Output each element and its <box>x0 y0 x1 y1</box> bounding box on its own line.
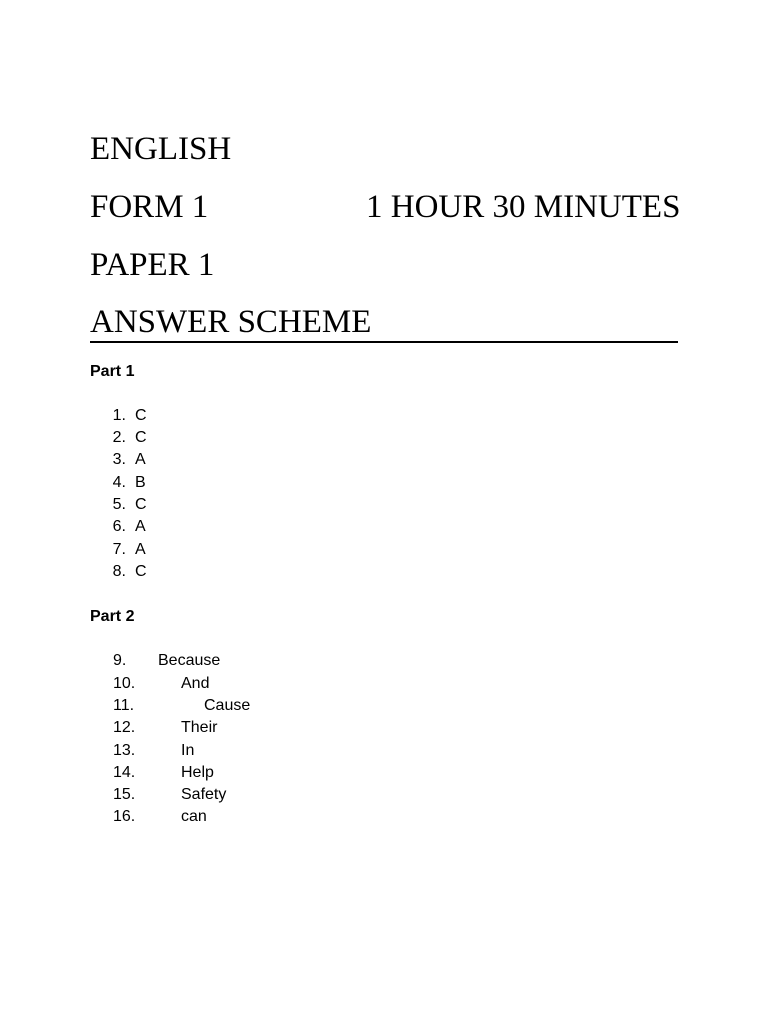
item-number: 16. <box>113 808 136 825</box>
item-number: 15. <box>113 786 136 803</box>
item-answer: And <box>181 675 210 692</box>
item-answer: can <box>181 808 207 825</box>
item-number: 3. <box>112 451 126 468</box>
item-number: 13. <box>113 742 136 759</box>
item-number: 1. <box>112 407 126 424</box>
item-answer: In <box>181 742 195 759</box>
item-answer: B <box>135 474 146 491</box>
part2-heading: Part 2 <box>90 608 135 625</box>
item-number: 6. <box>112 518 126 535</box>
item-answer: Help <box>181 764 214 781</box>
item-number: 9. <box>113 652 127 669</box>
item-answer: C <box>135 496 147 513</box>
item-number: 11. <box>113 697 135 714</box>
item-answer: A <box>135 451 146 468</box>
item-number: 12. <box>113 719 136 736</box>
item-answer: Because <box>158 652 221 669</box>
item-number: 14. <box>113 764 136 781</box>
part1-heading: Part 1 <box>90 363 135 380</box>
item-number: 8. <box>112 563 126 580</box>
item-number: 10. <box>113 675 136 692</box>
duration-heading: 1 HOUR 30 MINUTES <box>366 189 681 225</box>
item-answer: A <box>135 518 146 535</box>
answer-scheme-title: ANSWER SCHEME <box>90 304 372 340</box>
item-number: 5. <box>112 496 126 513</box>
item-answer: Their <box>181 719 218 736</box>
item-answer: C <box>135 429 147 446</box>
item-number: 7. <box>112 541 126 558</box>
subject-heading: ENGLISH <box>90 131 232 167</box>
item-number: 2. <box>112 429 126 446</box>
item-number: 4. <box>112 474 126 491</box>
item-answer: Cause <box>204 697 251 714</box>
item-answer: C <box>135 407 147 424</box>
item-answer: A <box>135 541 146 558</box>
form-heading: FORM 1 <box>90 189 209 225</box>
item-answer: Safety <box>181 786 227 803</box>
title-underline <box>90 341 678 343</box>
item-answer: C <box>135 563 147 580</box>
paper-heading: PAPER 1 <box>90 247 215 283</box>
